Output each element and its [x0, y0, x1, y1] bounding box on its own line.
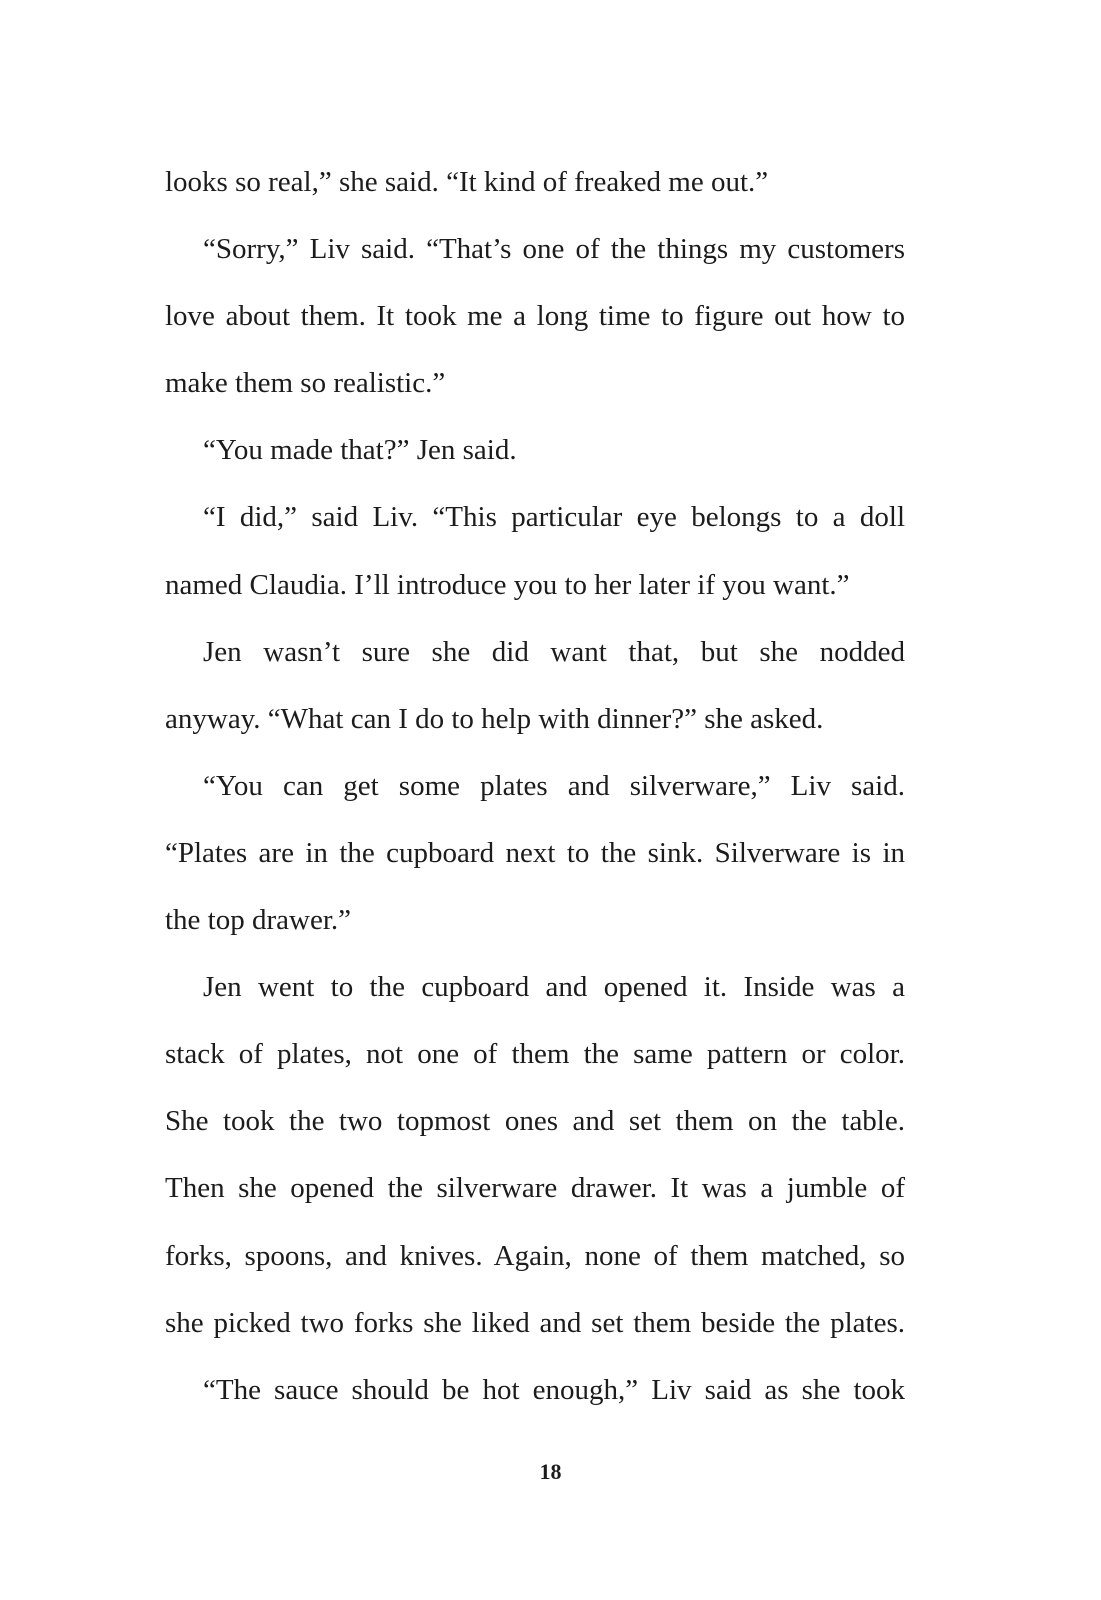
- text-line: “The sauce should be hot enough,” Liv said as she took: [203, 1373, 905, 1406]
- page-number: 18: [539, 1459, 562, 1484]
- text-line: Jen went to the cupboard and opened it. Inside was a: [203, 971, 905, 1004]
- body-text: [165, 158, 905, 1433]
- text-line: she picked two forks she liked and set them beside the plates.: [165, 1306, 905, 1339]
- text-line: anyway. “What can I do to help with dinner?” she asked.: [165, 702, 824, 735]
- text-line: looks so real,” she said. “It kind of freaked me out.”: [165, 166, 769, 198]
- text-line: “You can get some plates and silverware,” Liv said.: [203, 769, 905, 802]
- text-line: the top drawer.”: [165, 904, 352, 937]
- text-line: love about them. It took me a long time to figure out how to: [165, 300, 905, 333]
- text-line: named Claudia. I’ll introduce you to her later if you want.”: [165, 568, 850, 601]
- text-line: “Sorry,” Liv said. “That’s one of the things my customers: [203, 233, 905, 266]
- text-line: forks, spoons, and knives. Again, none of them matched, so: [165, 1239, 905, 1272]
- text-line: “You made that?” Jen said.: [203, 434, 517, 467]
- text-line: She took the two topmost ones and set them on the table.: [165, 1105, 905, 1138]
- text-line: “Plates are in the cupboard next to the sink. Silverware is in: [165, 836, 905, 869]
- text-line: Then she opened the silverware drawer. It was a jumble of: [165, 1172, 905, 1205]
- text-line: Jen wasn’t sure she did want that, but she nodded: [203, 635, 905, 668]
- text-line: “I did,” said Liv. “This particular eye belongs to a doll: [203, 501, 905, 534]
- text-line: make them so realistic.”: [165, 367, 446, 400]
- text-line: stack of plates, not one of them the same pattern or color.: [165, 1038, 905, 1071]
